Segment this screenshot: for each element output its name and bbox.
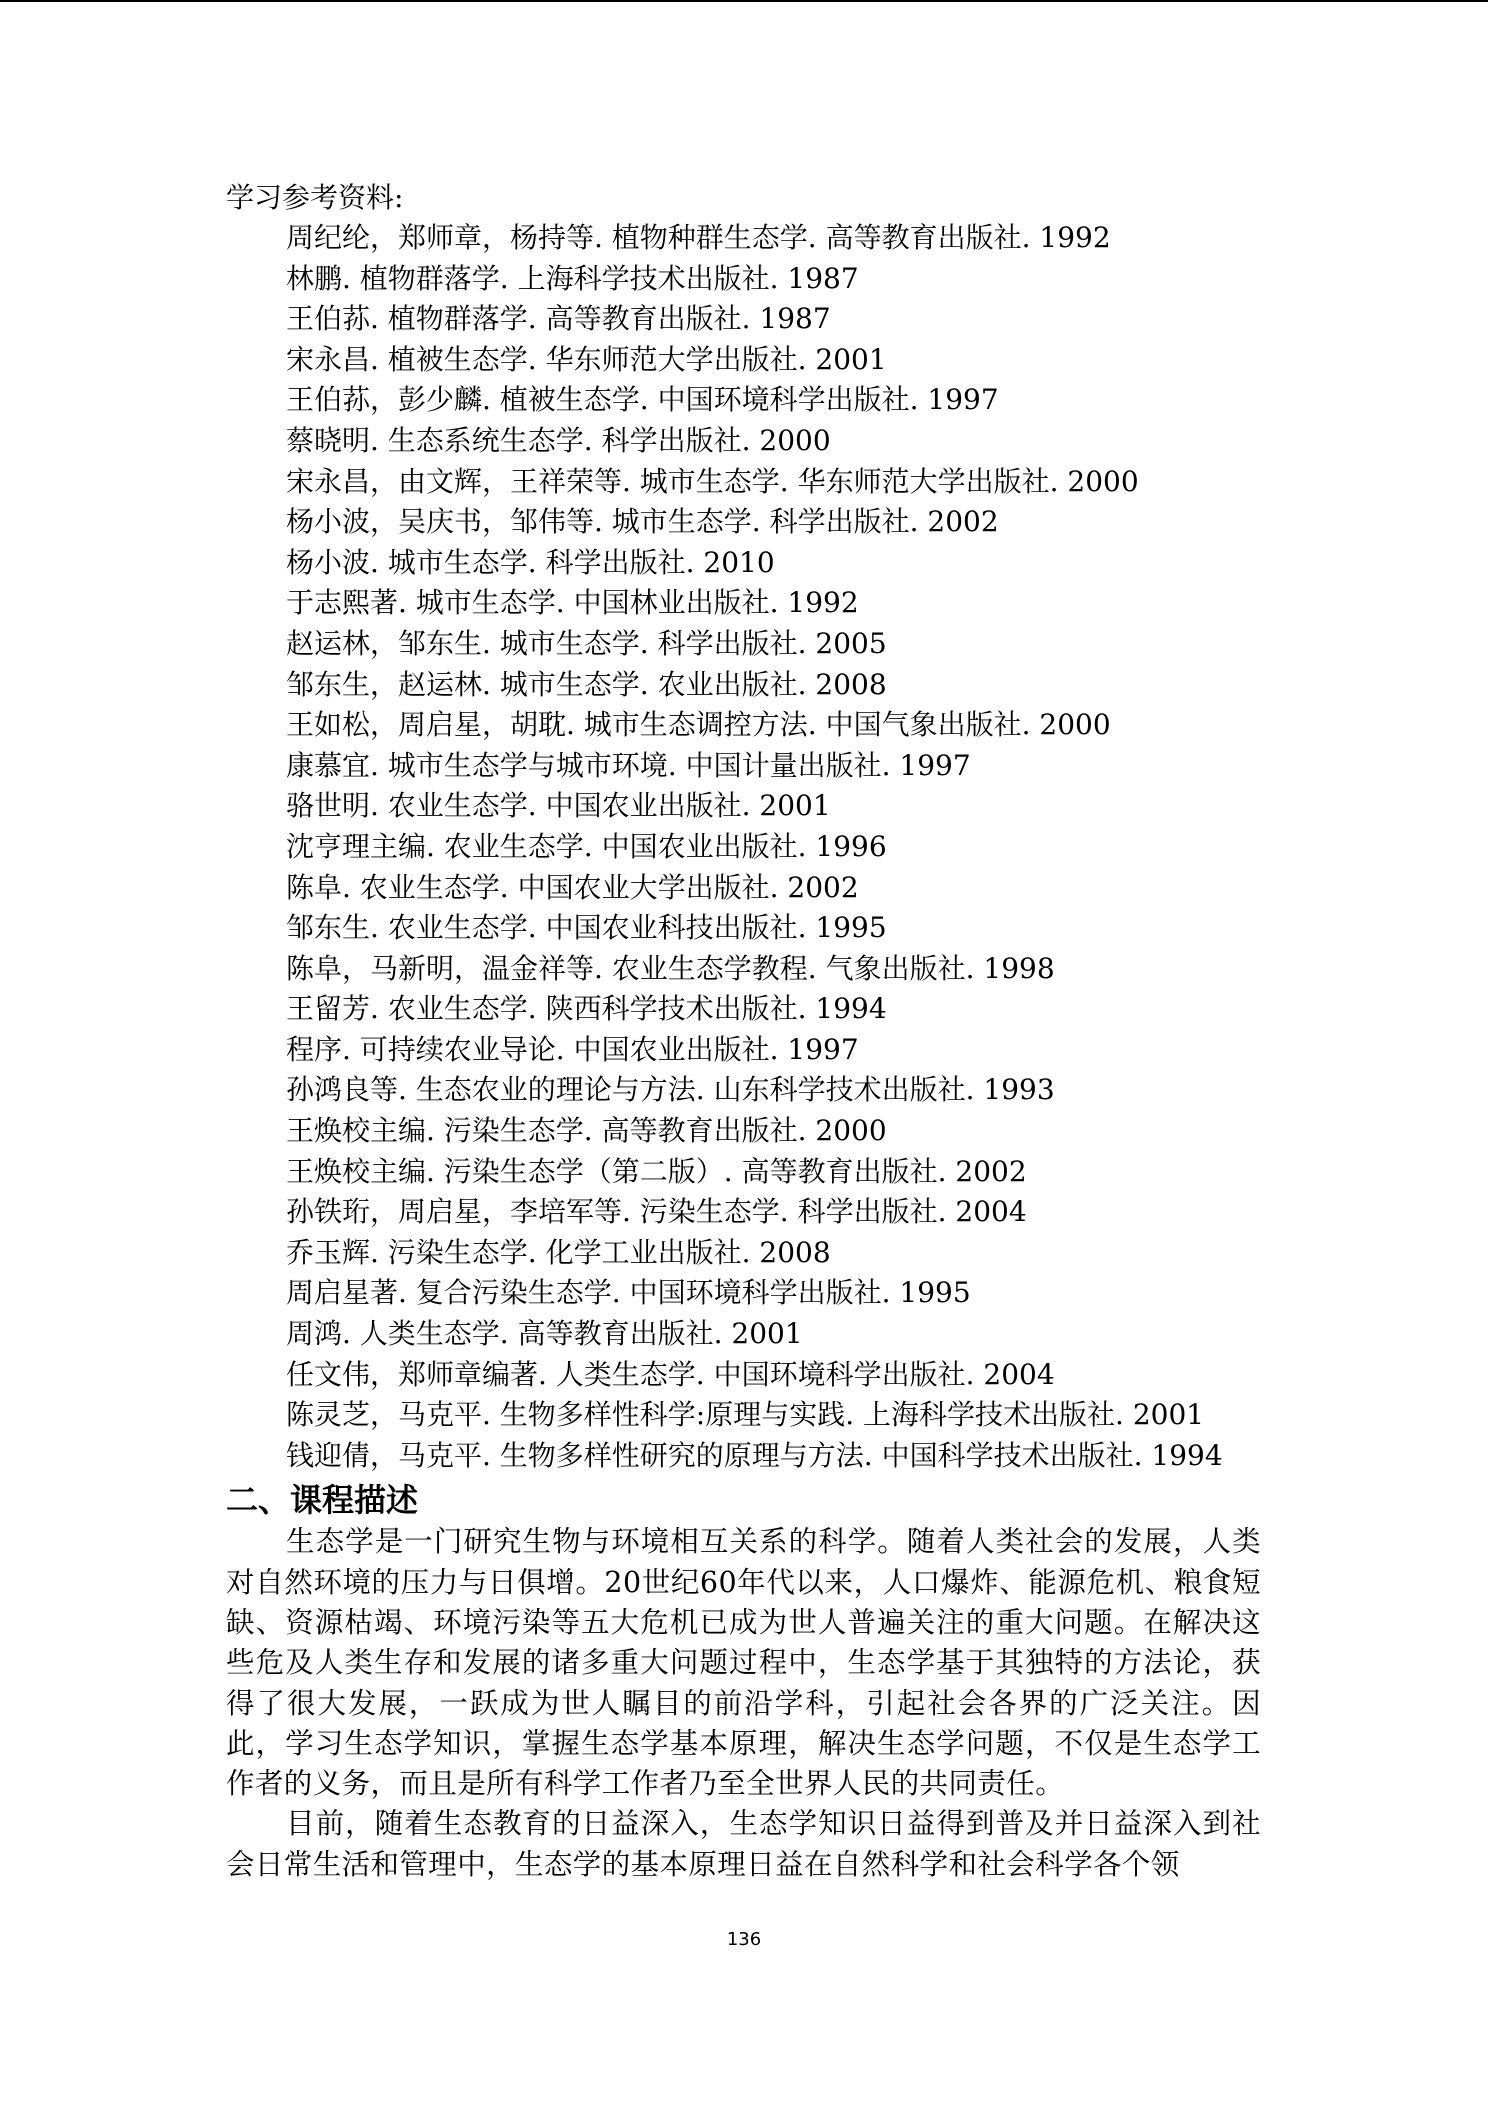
- reference-item: 王伯荪. 植物群落学. 高等教育出版社. 1987: [286, 302, 831, 336]
- reference-item: 陈阜. 农业生态学. 中国农业大学出版社. 2002: [286, 870, 859, 904]
- reference-item: 陈阜，马新明，温金祥等. 农业生态学教程. 气象出版社. 1998: [286, 951, 1055, 985]
- reference-item: 程序. 可持续农业导论. 中国农业出版社. 1997: [286, 1032, 859, 1066]
- reference-item: 钱迎倩，马克平. 生物多样性研究的原理与方法. 中国科学技术出版社. 1994: [286, 1438, 1223, 1472]
- reference-item: 杨小波. 城市生态学. 科学出版社. 2010: [286, 545, 775, 579]
- reference-item: 孙铁珩，周启星，李培军等. 污染生态学. 科学出版社. 2004: [286, 1195, 1027, 1229]
- reference-item: 赵运林，邹东生. 城市生态学. 科学出版社. 2005: [286, 626, 887, 660]
- reference-item: 王焕校主编. 污染生态学. 高等教育出版社. 2000: [286, 1114, 887, 1148]
- reference-item: 乔玉辉. 污染生态学. 化学工业出版社. 2008: [286, 1235, 831, 1269]
- reference-item: 王如松，周启星，胡耽. 城市生态调控方法. 中国气象出版社. 2000: [286, 708, 1111, 742]
- reference-item: 王伯荪，彭少麟. 植被生态学. 中国环境科学出版社. 1997: [286, 383, 999, 417]
- reference-item: 骆世明. 农业生态学. 中国农业出版社. 2001: [286, 789, 831, 823]
- body-paragraph: 目前，随着生态教育的日益深入，生态学知识日益得到普及并日益深入到社会日常生活和管理中，生态学的基本原理日益在自然科学和社会科学各个领: [226, 1807, 1261, 1881]
- reference-item: 宋永昌，由文辉，王祥荣等. 城市生态学. 华东师范大学出版社. 2000: [286, 464, 1139, 498]
- reference-item: 王焕校主编. 污染生态学（第二版）. 高等教育出版社. 2002: [286, 1154, 1027, 1188]
- reference-item: 陈灵芝，马克平. 生物多样性科学:原理与实践. 上海科学技术出版社. 2001: [286, 1398, 1205, 1432]
- reference-item: 康慕宜. 城市生态学与城市环境. 中国计量出版社. 1997: [286, 748, 971, 782]
- page-number: 136: [726, 1929, 762, 1950]
- reference-item: 邹东生，赵运林. 城市生态学. 农业出版社. 2008: [286, 667, 887, 701]
- document-page: [226, 178, 1261, 1885]
- references-label: 学习参考资料:: [226, 181, 404, 214]
- reference-item: 邹东生. 农业生态学. 中国农业科技出版社. 1995: [286, 911, 887, 945]
- reference-item: 王留芳. 农业生态学. 陕西科学技术出版社. 1994: [286, 992, 887, 1026]
- reference-item: 宋永昌. 植被生态学. 华东师范大学出版社. 2001: [286, 342, 887, 376]
- body-paragraph: 生态学是一门研究生物与环境相互关系的科学。随着人类社会的发展，人类对自然环境的压力与日俱增。20世纪60年代以来，人口爆炸、能源危机、粮食短缺、资源枯竭、环境污染等五大危机已成为世人普遍关注的重大问题。在解决这些危及人类生存和发展的诸多重大问题过程中，生态学基于其独特的方法论，获得了很大发展，一跃成为世人瞩目的前沿学科，引起社会各界的广泛关注。因此，学习生态学知识，掌握生态学基本原理，解决生态学问题，不仅是生态学工作者的义务，而且是所有科学工作者乃至全世界人民的共同责任。: [226, 1525, 1261, 1801]
- reference-item: 周启星著. 复合污染生态学. 中国环境科学出版社. 1995: [286, 1276, 971, 1310]
- reference-item: 杨小波，吴庆书，邹伟等. 城市生态学. 科学出版社. 2002: [286, 505, 999, 539]
- reference-item: 于志熙著. 城市生态学. 中国林业出版社. 1992: [286, 586, 859, 620]
- reference-item: 蔡晓明. 生态系统生态学. 科学出版社. 2000: [286, 423, 831, 457]
- reference-item: 任文伟，郑师章编著. 人类生态学. 中国环境科学出版社. 2004: [286, 1357, 1055, 1391]
- reference-item: 沈亨理主编. 农业生态学. 中国农业出版社. 1996: [286, 829, 887, 863]
- reference-list: [226, 218, 1261, 1476]
- reference-item: 林鹏. 植物群落学. 上海科学技术出版社. 1987: [286, 261, 859, 295]
- reference-item: 周鸿. 人类生态学. 高等教育出版社. 2001: [286, 1317, 803, 1351]
- course-description-heading: 二、课程描述: [226, 1481, 419, 1520]
- top-border-line: [0, 0, 1488, 2]
- reference-item: 孙鸿良等. 生态农业的理论与方法. 山东科学技术出版社. 1993: [286, 1073, 1055, 1107]
- reference-item: 周纪纶，郑师章，杨持等. 植物种群生态学. 高等教育出版社. 1992: [286, 221, 1111, 254]
